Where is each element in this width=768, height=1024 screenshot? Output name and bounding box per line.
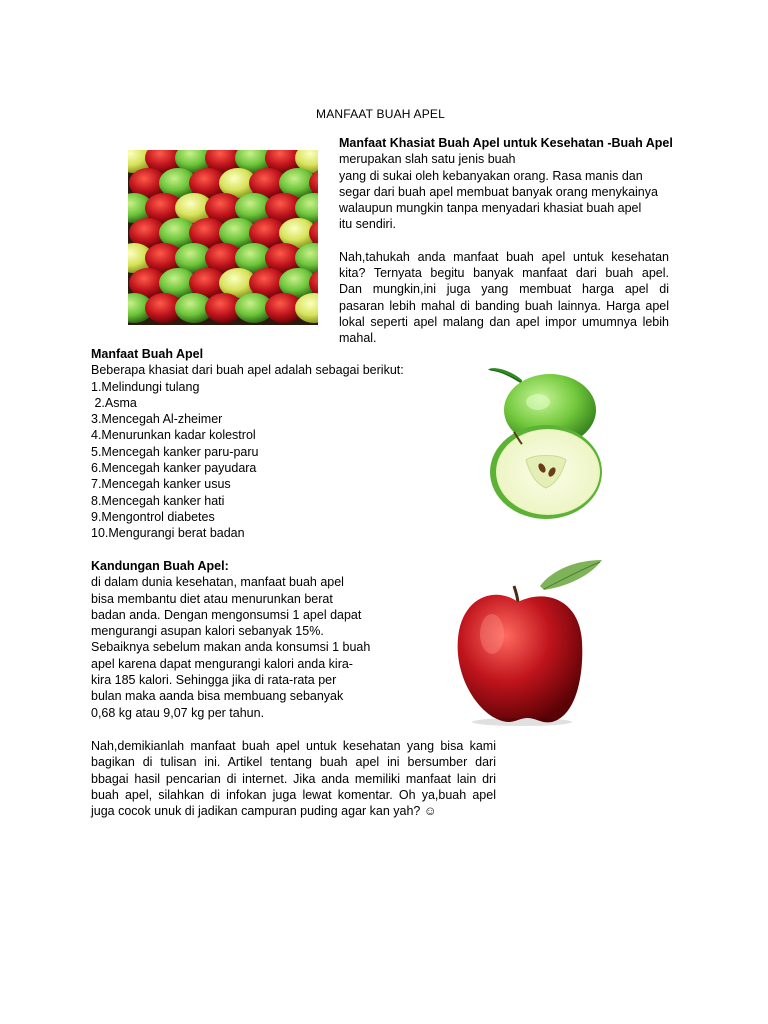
closing-line: buah apel, silahkan di infokan juga lewat komentar. Oh ya,buah apel <box>91 787 496 802</box>
benefit-item: 1.Melindungi tulang <box>91 379 200 394</box>
content-line: mengurangi asupan kalori sebanyak 15%. <box>91 624 324 639</box>
green-apple-photo <box>478 362 608 524</box>
benefit-item: 2.Asma <box>91 395 137 410</box>
intro-line: itu sendiri. <box>339 217 396 232</box>
content-line: Sebaiknya sebelum makan anda konsumsi 1 buah <box>91 640 371 655</box>
content-section <box>91 558 411 721</box>
benefits-lead: Beberapa khasiat dari buah apel adalah sebagai berikut: <box>91 363 404 378</box>
intro-paragraph-line: Nah,tahukah anda manfaat buah apel untuk kesehatan <box>339 249 669 264</box>
benefit-item: 6.Mencegah kanker payudara <box>91 461 257 476</box>
content-line: kira 185 kalori. Sehingga jika di rata-rata per <box>91 673 337 688</box>
content-line: 0,68 kg atau 9,07 kg per tahun. <box>91 705 265 720</box>
apple-grid-photo <box>128 150 318 325</box>
content-heading: Kandungan Buah Apel: <box>91 559 229 573</box>
intro-paragraph-line: lokal seperti apel malang dan apel impor umumnya lebih <box>339 314 669 329</box>
intro-paragraph-line: pasaran lebih mahal di banding buah lainnya. Harga apel <box>339 298 669 313</box>
intro-heading-line <box>339 135 673 151</box>
benefit-item: 5.Mencegah kanker paru-paru <box>91 444 259 459</box>
closing-line: bagikan di tulisan ini. Artikel tentang buah apel ini bersumber dari <box>91 755 496 770</box>
benefits-heading: Manfaat Buah Apel <box>91 347 204 361</box>
closing-section <box>91 738 496 819</box>
intro-line: walaupun mungkin tanpa menyadari khasiat buah apel <box>339 201 642 216</box>
benefit-item: 9.Mengontrol diabetes <box>91 509 215 524</box>
intro-section <box>339 135 673 347</box>
benefits-section <box>91 346 451 542</box>
intro-paragraph-line: mahal. <box>339 331 377 346</box>
content-line: bulan maka aanda bisa membuang sebanyak <box>91 689 344 704</box>
benefit-item: 7.Mencegah kanker usus <box>91 477 231 492</box>
closing-line: Nah,demikianlah manfaat buah apel untuk kesehatan yang bisa kami <box>91 739 496 753</box>
benefit-item: 3.Mencegah Al-zheimer <box>91 412 223 427</box>
intro-line: segar dari buah apel membuat banyak orang menykainya <box>339 184 658 199</box>
benefit-item: 8.Mencegah kanker hati <box>91 493 225 508</box>
content-line: apel karena dapat mengurangi kalori anda kira- <box>91 656 353 671</box>
page-title: MANFAAT BUAH APEL <box>316 107 445 121</box>
benefit-item: 4.Menurunkan kadar kolestrol <box>91 428 256 443</box>
intro-line: yang di sukai oleh kebanyakan orang. Rasa manis dan <box>339 168 643 183</box>
content-line: bisa membantu diet atau menurunkan berat <box>91 591 333 606</box>
closing-line: juga cocok unuk di jadikan campuran puding agar kan yah? ☺ <box>91 804 437 819</box>
closing-line: bbagai hasil pencarian di internet. Jika anda memiliki manfaat lain dri <box>91 771 496 786</box>
intro-paragraph-line: Dan mungkin,ini juga yang membuat harga apel di <box>339 282 669 297</box>
benefit-item: 10.Mengurangi berat badan <box>91 526 245 541</box>
content-line: badan anda. Dengan mengonsumsi 1 apel dapat <box>91 607 362 622</box>
content-line: di dalam dunia kesehatan, manfaat buah apel <box>91 575 344 590</box>
intro-paragraph-line: kita? Ternyata begitu banyak manfaat dari buah apel. <box>339 266 669 281</box>
intro-heading: Manfaat Khasiat Buah Apel untuk Kesehatan <box>339 136 604 150</box>
intro-line: merupakan slah satu jenis buah <box>339 152 516 167</box>
intro-heading-rest: -Buah Apel <box>603 136 673 150</box>
red-apple-photo <box>452 556 610 726</box>
